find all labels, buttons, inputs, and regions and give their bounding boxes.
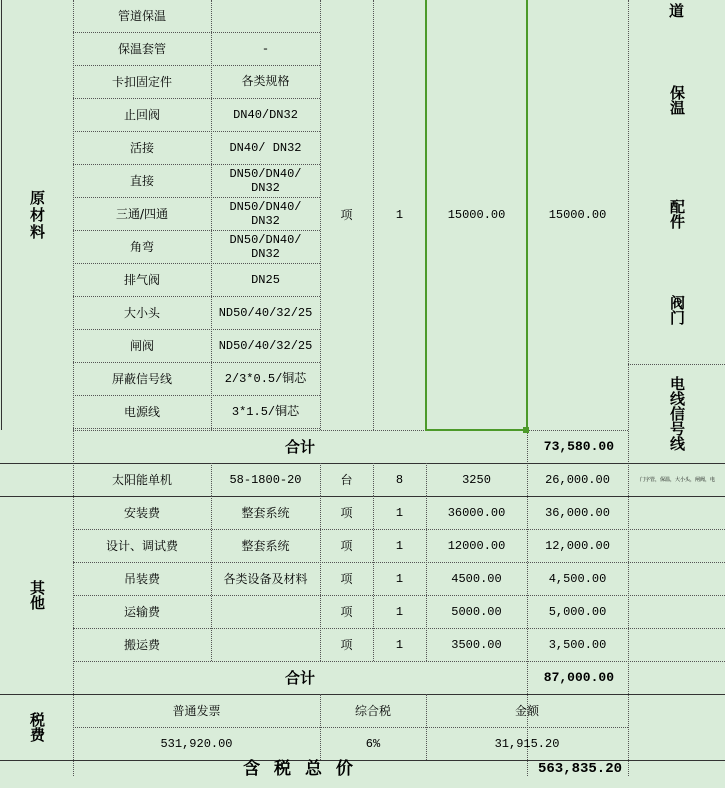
other-item-spec: 整套系统 <box>241 505 290 520</box>
tax-header-invoice: 普通发票 <box>172 703 221 718</box>
raw-item-name: 止回阀 <box>123 107 160 122</box>
solar-unit: 台 <box>340 472 353 487</box>
raw-item-name: 直接 <box>129 173 154 188</box>
other-item-amount: 4,500.00 <box>548 571 607 586</box>
raw-item-name: 屏蔽信号线 <box>111 371 172 386</box>
tax-amount-value: 31,915.20 <box>494 736 560 751</box>
others-subtotal-label: 合计 <box>284 668 315 687</box>
solar-unit-price: 3250 <box>462 472 491 487</box>
solar-name: 太阳能单机 <box>111 472 172 487</box>
other-item-qty: 1 <box>395 538 404 553</box>
category-raw-materials <box>0 0 73 430</box>
tax-header-amount: 金额 <box>514 703 539 718</box>
raw-subtotal-value: 73,580.00 <box>543 438 614 454</box>
grand-total-label: 含 税 总 价 <box>243 759 357 779</box>
raw-item-spec: DN40/ DN32 <box>229 140 302 155</box>
other-item-name: 搬运费 <box>123 637 160 652</box>
other-item-unit: 项 <box>340 505 353 520</box>
grid-line <box>73 428 320 429</box>
other-item-qty: 1 <box>395 637 404 652</box>
remark-valves: 阀门 <box>668 295 686 325</box>
other-item-name: 运输费 <box>123 604 160 619</box>
category-others <box>0 496 73 694</box>
other-item-name: 设计、调试费 <box>105 538 178 553</box>
other-item-unit: 项 <box>340 604 353 619</box>
category-label: 原材料 <box>28 189 46 241</box>
other-item-unit-price: 4500.00 <box>451 571 502 586</box>
other-item-unit: 项 <box>340 538 353 553</box>
category-label: 税费 <box>28 712 46 742</box>
raw-item-spec: DN50/DN40/ DN32 <box>229 232 302 261</box>
other-item-unit-price: 36000.00 <box>447 505 506 520</box>
raw-subtotal-label: 合计 <box>284 437 315 456</box>
tax-invoice-value: 531,920.00 <box>160 736 233 751</box>
other-item-name: 安装费 <box>123 505 160 520</box>
raw-item-name: 保温套管 <box>117 41 166 56</box>
raw-item-spec: 2/3*0.5/铜芯 <box>224 371 307 386</box>
other-item-amount: 3,500.00 <box>548 637 607 652</box>
raw-item-spec: - <box>261 41 270 56</box>
raw-item-name: 大小头 <box>123 305 160 320</box>
other-item-qty: 1 <box>395 571 404 586</box>
solar-spec: 58-1800-20 <box>229 472 302 487</box>
raw-item-name: 三通/四通 <box>115 206 169 221</box>
raw-item-spec: DN50/DN40/ DN32 <box>229 199 302 228</box>
raw-item-spec: DN50/DN40/ DN32 <box>229 166 302 195</box>
other-item-spec <box>211 628 320 661</box>
other-item-name: 吊装费 <box>123 571 160 586</box>
raw-item-name: 活接 <box>129 140 154 155</box>
category-tax <box>0 694 73 760</box>
other-item-unit-price: 3500.00 <box>451 637 502 652</box>
remark-pipe: 道 <box>668 1 684 20</box>
cell-selection-box <box>425 0 528 431</box>
tax-header-rate: 综合税 <box>354 703 391 718</box>
other-item-qty: 1 <box>395 505 404 520</box>
other-item-unit-price: 12000.00 <box>447 538 506 553</box>
other-item-amount: 12,000.00 <box>545 538 610 553</box>
raw-item-spec: DN25 <box>251 272 280 287</box>
other-item-spec <box>211 595 320 628</box>
raw-item-name: 卡扣固定件 <box>111 74 172 89</box>
other-item-qty: 1 <box>395 604 404 619</box>
remark-wires: 电线信号线 <box>668 375 686 451</box>
other-item-amount: 36,000.00 <box>545 505 610 520</box>
other-item-unit: 项 <box>340 571 353 586</box>
remark-insulation: 保温 <box>668 85 686 115</box>
raw-item-spec: 各类规格 <box>241 74 290 89</box>
raw-unit-price[interactable]: 15000.00 <box>447 208 506 222</box>
other-item-spec: 整套系统 <box>241 538 290 553</box>
raw-item-spec: ND50/40/32/25 <box>218 338 313 353</box>
raw-qty: 1 <box>395 208 404 222</box>
raw-item-name: 管道保温 <box>117 8 166 23</box>
raw-item-spec: DN40/DN32 <box>233 107 298 122</box>
other-item-amount: 5,000.00 <box>548 604 607 619</box>
other-item-unit: 项 <box>340 637 353 652</box>
raw-amount: 15000.00 <box>548 208 607 222</box>
tax-rate-value: 6% <box>365 736 381 751</box>
raw-item-name: 排气阀 <box>123 272 160 287</box>
grand-total-value: 563,835.20 <box>537 761 622 777</box>
raw-item-name: 电源线 <box>123 404 160 419</box>
raw-unit: 项 <box>340 208 353 222</box>
raw-item-name: 闸阀 <box>129 338 154 353</box>
solar-qty: 8 <box>395 472 404 487</box>
raw-item-spec: ND50/40/32/25 <box>218 305 313 320</box>
others-subtotal-value: 87,000.00 <box>543 669 614 685</box>
remark-fittings: 配件 <box>668 199 686 229</box>
raw-item-spec: 3*1.5/铜芯 <box>231 404 300 419</box>
category-label: 其他 <box>28 580 46 610</box>
raw-item-spec <box>211 0 320 32</box>
other-item-unit-price: 5000.00 <box>451 604 502 619</box>
other-item-spec: 各类设备及材料 <box>223 571 308 586</box>
solar-note: 门字管，保温，大小头，闸阀，电 <box>639 476 715 483</box>
raw-item-name: 角弯 <box>129 239 154 254</box>
solar-amount: 26,000.00 <box>545 472 610 487</box>
